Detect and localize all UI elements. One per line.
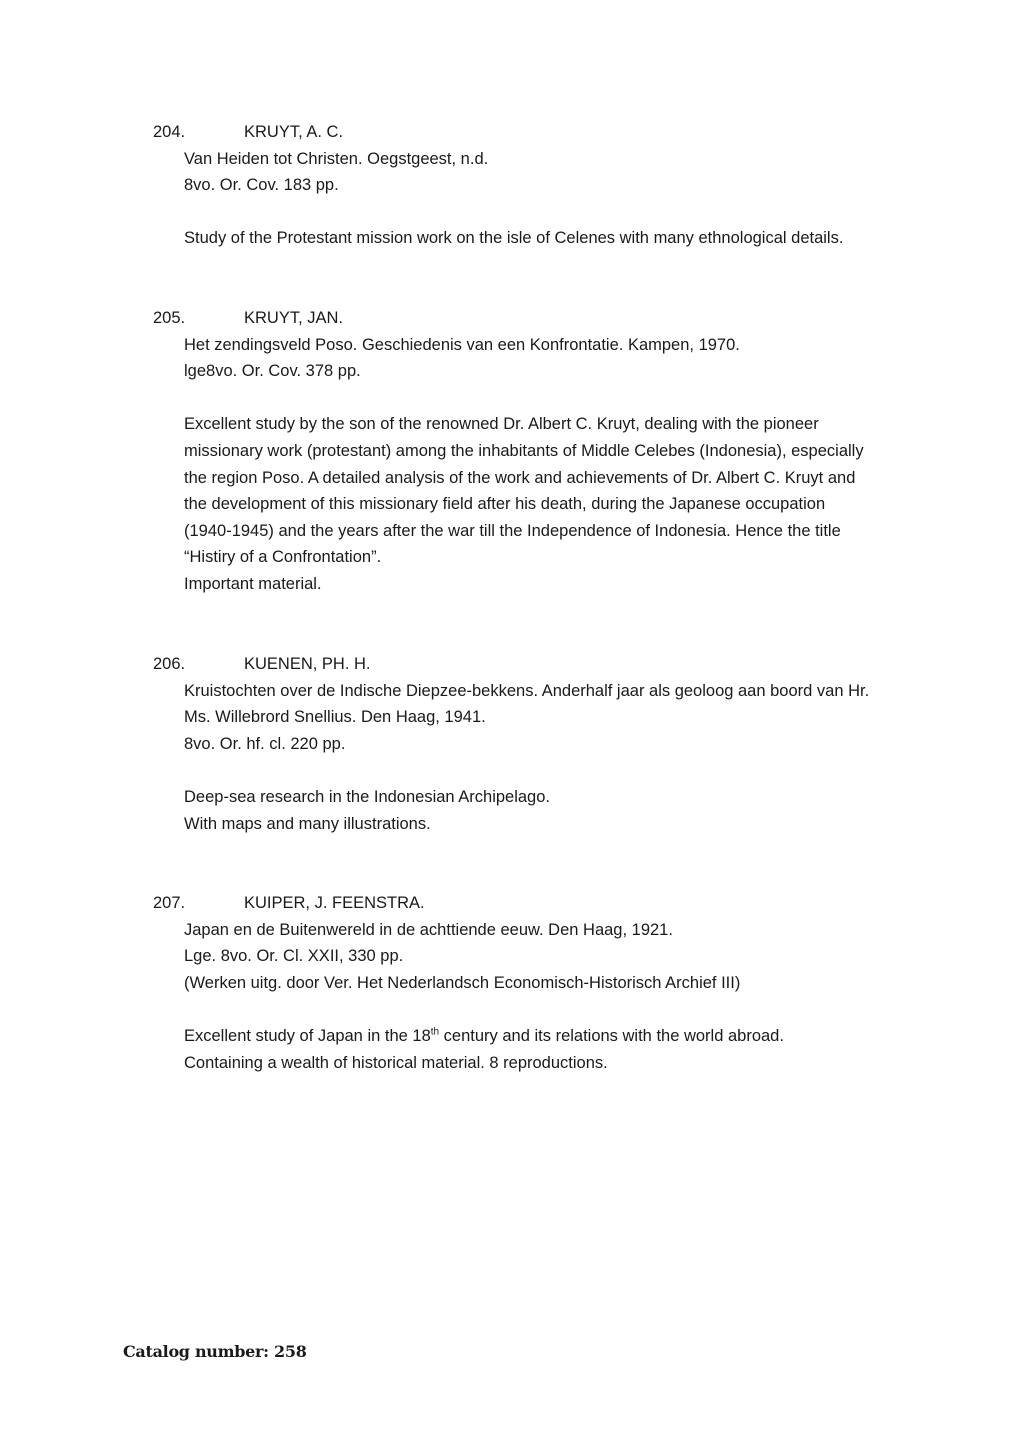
- entry-description-line: Important material.: [184, 574, 322, 593]
- entry-format-line: 8vo. Or. Cov. 183 pp.: [184, 176, 339, 195]
- entry-number: 206.: [153, 655, 186, 673]
- entry-author: KUIPER, J. FEENSTRA.: [244, 894, 425, 912]
- entry-description-line: “Histiry of a Confrontation”.: [184, 548, 382, 567]
- entry-description-line: the development of this missionary field after his death, during the Japanese occupation: [184, 495, 826, 514]
- ordinal-superscript: th: [430, 1026, 440, 1038]
- entry-title-line: Ms. Willebrord Snellius. Den Haag, 1941.: [184, 708, 486, 727]
- entry-title-line: Kruistochten over de Indische Diepzee-bekkens. Anderhalf jaar als geoloog aan boord van Hr.: [184, 681, 870, 700]
- entry-description-line: Deep-sea research in the Indonesian Archipelago.: [184, 787, 550, 806]
- entry-description-line: Excellent study of Japan in the 18th century and its relations with the world abroad.: [184, 1026, 784, 1045]
- entry-description-line: Excellent study by the son of the renowned Dr. Albert C. Kruyt, dealing with the pioneer: [184, 415, 819, 434]
- entry-format-line: 8vo. Or. hf. cl. 220 pp.: [184, 734, 346, 753]
- entry-description-line: Study of the Protestant mission work on the isle of Celenes with many ethnological details.: [184, 229, 844, 248]
- entry-heading: [153, 119, 933, 146]
- entry-heading: [153, 305, 933, 332]
- entry-title-line: Het zendingsveld Poso. Geschiedenis van een Konfrontatie. Kampen, 1970.: [184, 335, 740, 354]
- catalog-entry-207: [153, 890, 933, 1076]
- entry-format-line: (Werken uitg. door Ver. Het Nederlandsch Economisch-Historisch Archief III): [184, 973, 741, 992]
- catalog-entry-204: [153, 119, 933, 252]
- entry-number: 204.: [153, 123, 186, 141]
- catalog-entry-206: [153, 651, 933, 837]
- entry-format-line: lge8vo. Or. Cov. 378 pp.: [184, 362, 361, 381]
- entry-heading: [153, 890, 933, 917]
- entry-format-line: Lge. 8vo. Or. Cl. XXII, 330 pp.: [184, 947, 404, 966]
- entry-number: 207.: [153, 894, 186, 912]
- entry-author: KUENEN, PH. H.: [244, 655, 371, 673]
- catalog-entry-205: [153, 305, 933, 598]
- entry-description-line: the region Poso. A detailed analysis of the work and achievements of Dr. Albert C. Kruyt and: [184, 468, 856, 487]
- entry-description-line: (1940-1945) and the years after the war till the Independence of Indonesia. Hence the title: [184, 521, 841, 540]
- catalog-number-footer: Catalog number: 258: [123, 1342, 307, 1361]
- entry-author: KRUYT, A. C.: [244, 123, 344, 141]
- entry-description-line: With maps and many illustrations.: [184, 814, 431, 833]
- entry-title-line: Van Heiden tot Christen. Oegstgeest, n.d.: [184, 149, 489, 168]
- entry-author: KRUYT, JAN.: [244, 309, 344, 327]
- entry-number: 205.: [153, 309, 186, 327]
- entry-heading: [153, 651, 933, 678]
- entry-description-line: Containing a wealth of historical material. 8 reproductions.: [184, 1053, 608, 1072]
- entry-title-line: Japan en de Buitenwereld in de achttiende eeuw. Den Haag, 1921.: [184, 920, 673, 939]
- entry-description-line: missionary work (protestant) among the inhabitants of Middle Celebes (Indonesia), especially: [184, 441, 864, 460]
